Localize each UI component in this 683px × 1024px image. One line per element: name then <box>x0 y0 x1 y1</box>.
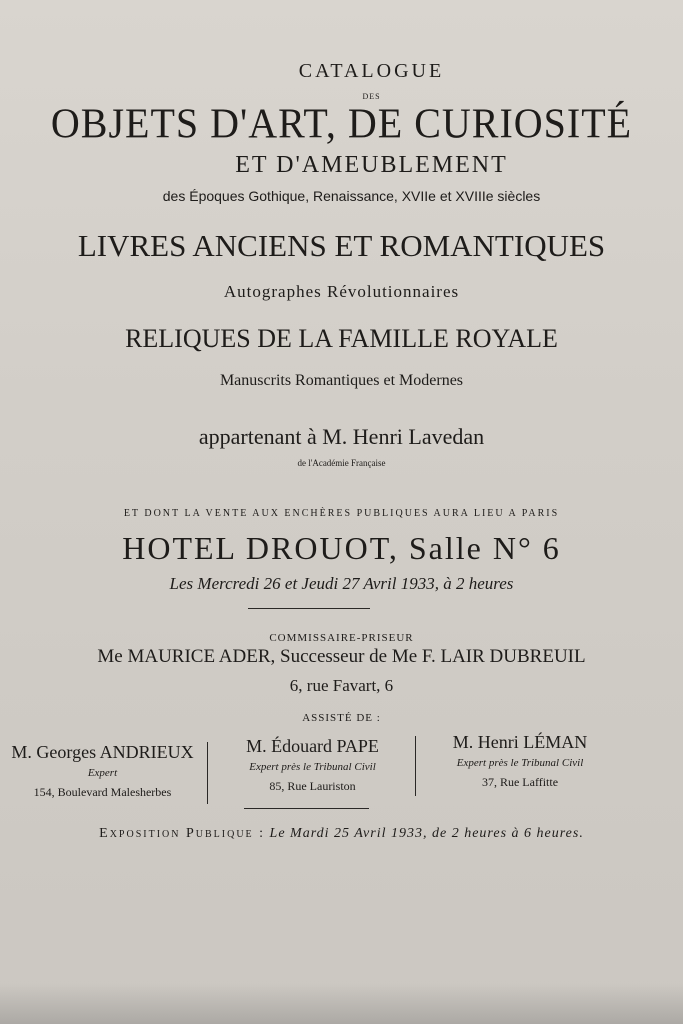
livres-title: LIVRES ANCIENS ET ROMANTIQUES <box>77 228 606 263</box>
expert-role: Expert près le Tribunal Civil <box>456 757 584 769</box>
commissaire-label: COMMISSAIRE-PRISEUR <box>269 632 414 644</box>
expert-address: 85, Rue Lauriston <box>269 779 356 793</box>
expert-andrieux <box>0 742 205 800</box>
exposition-line <box>0 826 683 842</box>
sale-dates: Les Mercredi 26 et Jeudi 27 Avril 1933, à 2 heures <box>169 574 514 593</box>
exposition-text: Le Mardi 25 Avril 1933, de 2 heures à 6 heures. <box>269 826 584 841</box>
expert-name: M. Henri LÉMAN <box>452 732 588 752</box>
auctioneer-name: Me MAURICE ADER, Successeur de Me F. LAIR DUBREUIL <box>97 646 586 667</box>
auctioneer-address: 6, rue Favart, 6 <box>289 676 394 695</box>
reliques-title: RELIQUES DE LA FAMILLE ROYALE <box>125 324 558 353</box>
divider-rule <box>244 808 369 809</box>
sale-intro: ET DONT LA VENTE AUX ENCHÈRES PUBLIQUES AURA LIEU A PARIS <box>123 508 560 519</box>
assiste-label: ASSISTÉ DE : <box>302 712 381 724</box>
expert-name: M. Édouard PAPE <box>246 736 379 756</box>
owner-line: appartenant à M. Henri Lavedan <box>198 424 485 449</box>
autographes-subtitle: Autographes Révolutionnaires <box>223 282 460 301</box>
expert-pape <box>210 736 415 794</box>
expert-address: 37, Rue Laffitte <box>481 775 559 789</box>
column-divider <box>415 736 416 796</box>
expert-address: 154, Boulevard Malesherbes <box>33 785 172 799</box>
exposition-label: Exposition Publique : <box>99 826 266 841</box>
expert-role: Expert <box>87 767 118 779</box>
venue-title: HOTEL DROUOT, Salle N° 6 <box>122 530 561 566</box>
ameublement-title: ET D'AMEUBLEMENT <box>235 152 508 178</box>
manuscrits-subtitle: Manuscrits Romantiques et Modernes <box>219 372 464 389</box>
expert-role: Expert près le Tribunal Civil <box>249 761 376 773</box>
expert-name: M. Georges ANDRIEUX <box>11 742 194 762</box>
divider-rule <box>248 608 370 609</box>
des-word: DES <box>362 92 381 101</box>
expert-leman <box>420 732 620 790</box>
academie-line: de l'Académie Française <box>297 458 386 468</box>
page-edge-shadow <box>0 984 683 1024</box>
epoques-subtitle: des Époques Gothique, Renaissance, XVIIe et XVIIIe siècles <box>162 188 541 204</box>
main-title: OBJETS D'ART, DE CURIOSITÉ <box>50 99 633 148</box>
catalogue-word: CATALOGUE <box>298 60 445 82</box>
column-divider <box>207 742 208 804</box>
